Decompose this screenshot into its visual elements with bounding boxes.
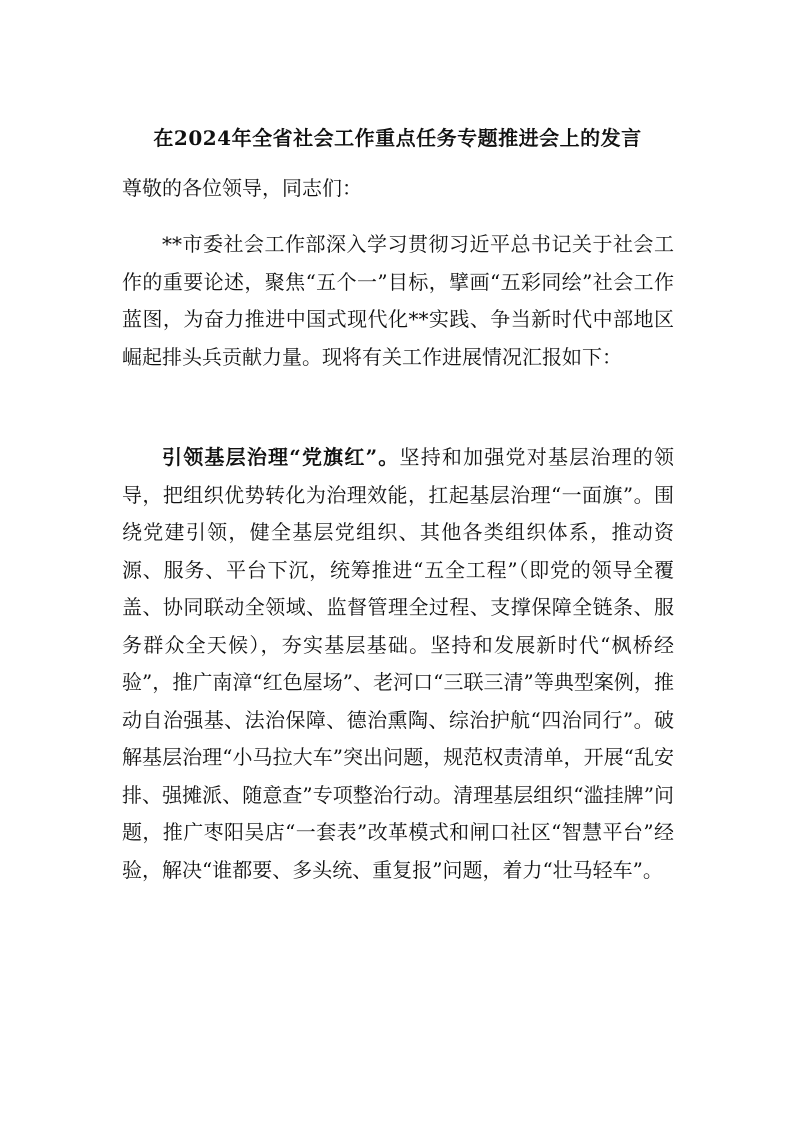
paragraph-body-text: 坚持和加强党对基层治理的领导，把组织优势转化为治理效能，扛起基层治理“一面旗”。围绕党建引领，健全基层党组织、其他各类组织体系，推动资源、服务、平台下沉，统筹推进“五全工程”（即党的领导全覆盖、协同联动全领域、监督管理全过程、支撑保障全链条、服务群众全天候），夯实基层基础。坚持和发展新时代“枫桥经验”，推广南漳“红色屋场”、老河口“三联三清”等典型案例，推动自治强基、法治保障、德治熏陶、综治护航“四治同行”。破解基层治理“小马拉大车”突出问题，规范权责清单，开展“乱安排、强摊派、随意查”专项整治行动。清理基层组织“滥挂牌”问题，推广枣阳吴店“一套表”改革模式和闸口社区“智慧平台”经验，解决“谁都要、多头统、重复报”问题，着力“壮马轻车”。 bbox=[122, 445, 674, 882]
paragraph-heading: 引领基层治理“党旗红”。 bbox=[162, 445, 400, 469]
document-title: 在2024年全省社会工作重点任务专题推进会上的发言 bbox=[153, 126, 642, 150]
salutation: 尊敬的各位领导，同志们： bbox=[122, 176, 362, 200]
paragraph-intro bbox=[122, 226, 674, 376]
paragraph-grassroots-governance bbox=[122, 439, 674, 889]
paragraph-intro-text: **市委社会工作部深入学习贯彻习近平总书记关于社会工作的重要论述，聚焦“五个一”目标，擘画“五彩同绘”社会工作蓝图，为奋力推进中国式现代化**实践、争当新时代中部地区崛起排头兵贡献力量。现将有关工作进展情况汇报如下： bbox=[122, 232, 674, 369]
